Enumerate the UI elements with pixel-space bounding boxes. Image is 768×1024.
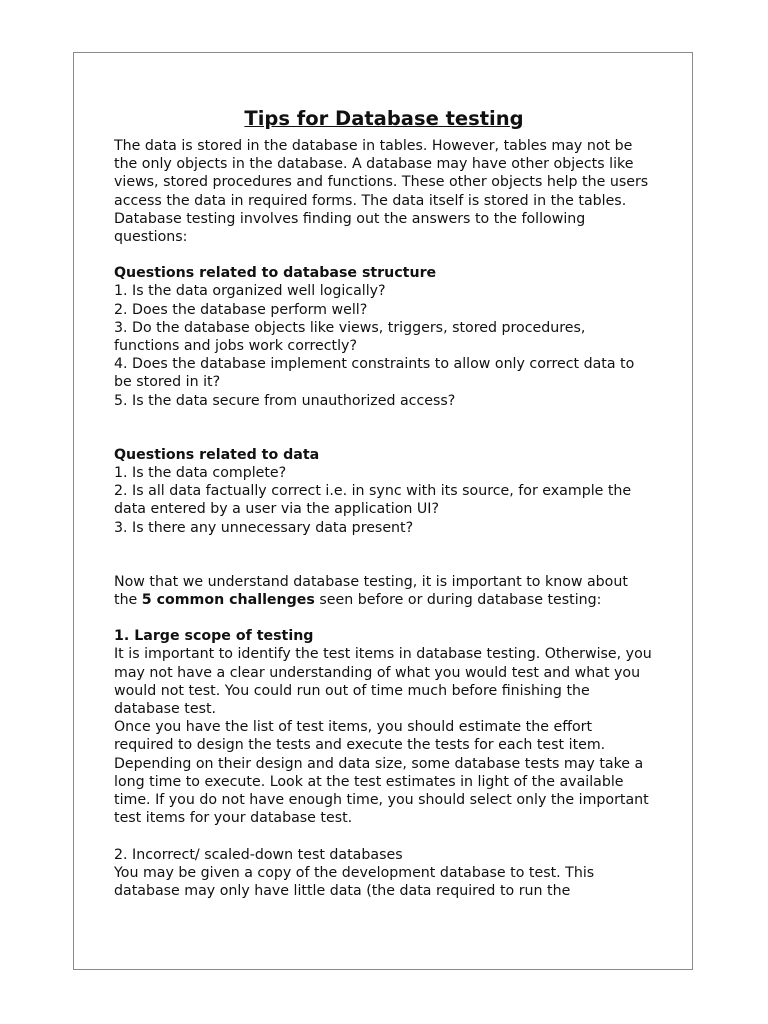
challenge-2-paragraph: You may be given a copy of the development database to test. This database may only have little data (the data required to run the [114, 864, 595, 899]
list-item: 1. Is the data organized well logically? [114, 283, 386, 300]
list-item: 3. Is there any unnecessary data present? [114, 519, 414, 536]
list-item: 2. Does the database perform well? [114, 301, 368, 318]
list-item: 4. Does the database implement constraints to allow only correct data to be stored in it? [114, 356, 635, 391]
challenges-intro-text-end: seen before or during database testing: [314, 592, 602, 609]
document-content [114, 107, 654, 900]
data-questions-heading: Questions related to data [114, 446, 320, 463]
list-item: 2. Is all data factually correct i.e. in sync with its source, for example the data entered by a user via the application UI? [114, 483, 632, 518]
challenges-count-emphasis: 5 common challenges [141, 592, 315, 609]
challenge-1-paragraph: It is important to identify the test items in database testing. Otherwise, you may not have a clear understanding of what you would test and what you would not test. You could run out of time much before finishing the database test. [114, 646, 652, 718]
intro-paragraph: The data is stored in the database in tables. However, tables may not be the only objects in the database. A database may have other objects like views, stored procedures and functions. These other objects help the users access the data in required forms. The data itself is stored in the tables. Database testing involves finding out the answers to the following questions: [114, 138, 649, 246]
challenges-intro-text: Now that we understand database testing, it is important to know about the [114, 573, 628, 609]
challenge-1-paragraph: Once you have the list of test items, you should estimate the effort required to design the tests and execute the tests for each test item. Depending on their design and data size, some database tests may take a long time to execute. Look at the test estimates in light of the available time. If you do not have enough time, you should select only the important test items for your database test. [114, 719, 649, 827]
challenges-intro-paragraph [114, 573, 654, 609]
challenge-1-heading: 1. Large scope of testing [114, 628, 314, 645]
list-item: 3. Do the database objects like views, triggers, stored procedures, functions and jobs work correctly? [114, 319, 586, 355]
list-item: 5. Is the data secure from unauthorized access? [114, 392, 456, 409]
structure-questions-heading: Questions related to database structure [114, 265, 437, 282]
challenge-2-heading: 2. Incorrect/ scaled-down test databases [114, 846, 403, 863]
list-item: 1. Is the data complete? [114, 465, 287, 482]
document-page [73, 52, 693, 970]
document-title: Tips for Database testing [244, 107, 524, 130]
